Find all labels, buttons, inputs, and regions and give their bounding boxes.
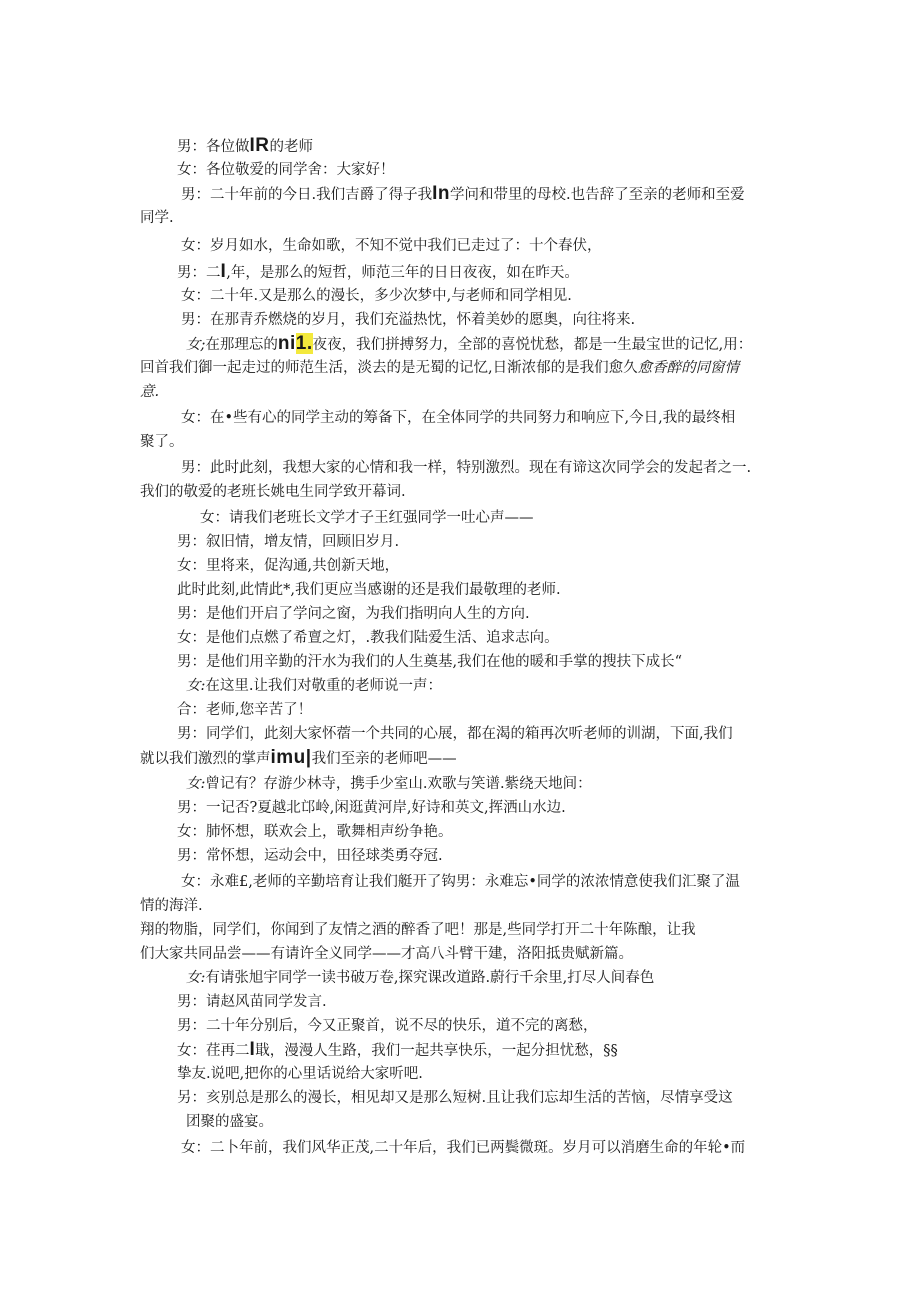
line-24: 合：老师,您辛苦了！ bbox=[177, 702, 313, 718]
speaker: 女： bbox=[177, 1043, 206, 1059]
speaker: 男： bbox=[177, 800, 206, 816]
line-32: 情的海洋. bbox=[140, 898, 203, 914]
line-16: 女：请我们老班长文学才子王红强同学一吐心声—— bbox=[200, 510, 534, 526]
speaker: 女： bbox=[177, 824, 206, 840]
line-9: 女;在那理忘的ni1.夜夜，我们拼搏努力，全部的喜悦忧愁，都是一生最宝世的记忆,用： bbox=[186, 333, 753, 354]
line-5: 女：岁月如水，生命如歌，不知不觉中我们已走过了：十个春伏， bbox=[181, 238, 602, 254]
line-36: 男：请赵风苗同学发言. bbox=[177, 994, 327, 1010]
speaker: 男： bbox=[177, 848, 206, 864]
speaker: 男： bbox=[181, 460, 210, 476]
line-23: 女:在这里.让我们对敬重的老师说一声： bbox=[186, 678, 442, 694]
line-29: 女：肺怀想，联欢会上，歌舞相声纷争艳。 bbox=[177, 824, 453, 840]
speaker: 女： bbox=[181, 1140, 210, 1156]
speaker: 男： bbox=[177, 139, 206, 155]
speaker: 女： bbox=[177, 558, 206, 574]
line-11: 意. bbox=[140, 384, 160, 400]
line-40: 另：亥别总是那么的漫长，相见却又是那么短树.且让我们忘却生活的苦恼，尽情享受这 bbox=[177, 1090, 733, 1106]
speaker: 男： bbox=[177, 994, 206, 1010]
line-18: 女：里将来，促沟通,共创新天地， bbox=[177, 558, 400, 574]
line-30: 男：常怀想，运动会中，田径球类勇夺冠. bbox=[177, 848, 443, 864]
line-26: 就以我们激烈的掌声imu|我们至亲的老师吧—— bbox=[140, 747, 457, 768]
speaker: 男： bbox=[181, 187, 210, 203]
speaker: 男： bbox=[177, 654, 206, 670]
speaker: 女： bbox=[177, 162, 206, 178]
line-25: 男：同学们，此刻大家怀蓿一个共同的心展，都在渴的箱再次听老师的训湖，下面,我们 bbox=[177, 726, 733, 742]
line-3: 男：二十年前的今日.我们吉爵了得子我In学问和带里的母校.也告辞了至亲的老师和至爱 bbox=[181, 183, 745, 204]
speaker: 女： bbox=[200, 510, 229, 526]
line-38: 女：荏再二I戢，漫漫人生路，我们一起共享快乐，一起分担忧愁，§§ bbox=[177, 1039, 618, 1060]
line-4: 同学. bbox=[140, 210, 174, 226]
line-6: 男：二I,年，是那么的短哲，师范三年的日日夜夜，如在昨天。 bbox=[177, 261, 579, 282]
speaker: 男： bbox=[177, 726, 206, 742]
speaker: 男： bbox=[181, 312, 210, 328]
speaker: 女： bbox=[181, 288, 210, 304]
line-37: 男：二十年分别后，今又正聚首，说不尽的快乐，道不完的离愁， bbox=[177, 1018, 598, 1034]
speaker: 女: bbox=[186, 970, 206, 986]
line-21: 女：是他们点燃了希亶之灯，.教我们陆爱生活、追求志向。 bbox=[177, 630, 559, 646]
speaker: 女; bbox=[186, 337, 206, 353]
speaker: 另： bbox=[177, 1090, 206, 1106]
speaker: 男： bbox=[177, 534, 206, 550]
speaker: 合： bbox=[177, 702, 206, 718]
line-31: 女：永难£,老师的辛勤培育让我们艇开了钩男：永难忘•同学的浓浓情意使我们汇聚了温 bbox=[181, 874, 740, 890]
speaker: 女： bbox=[181, 874, 210, 890]
line-15: 我们的敬爱的老班长姚电生同学致开幕词. bbox=[140, 484, 406, 500]
line-10: 回首我们御一起走过的师范生活，淡去的是无蜀的记忆,日渐浓郁的是我们愈久愈香醉的同窗情 bbox=[140, 360, 740, 376]
speaker: 女: bbox=[186, 678, 206, 694]
line-14: 男：此时此刻，我想大家的心情和我一样，特别激烈。现在有谛这次同学会的发起者之一. bbox=[181, 460, 752, 476]
line-27: 女:曾记有？存游少林寺，携手少室山.欢歌与笑谱.紫绕天地间： bbox=[186, 776, 592, 792]
line-42: 女：二卜年前，我们风华正茂,二十年后，我们已两鬓微斑。岁月可以消磨生命的年轮•而 bbox=[181, 1140, 746, 1156]
line-19: 此时此刻,此情此*,我们更应当感谢的还是我们最敬理的老师. bbox=[177, 582, 561, 598]
line-17: 男：叙旧情，增友情，回顾旧岁月. bbox=[177, 534, 400, 550]
line-2: 女：各位敬爱的同学舍：大家好！ bbox=[177, 162, 395, 178]
line-35: 女:有请张旭宇同学一读书破万卷,探究课改道路.蔚行千余里,打尽人间春色 bbox=[186, 970, 655, 986]
line-22: 男：是他们用辛勤的汗水为我们的人生奠基,我们在他的暖和手掌的搜扶下成长“ bbox=[177, 654, 683, 670]
line-1: 男：各位做IR的老师 bbox=[177, 135, 313, 156]
speaker: 男： bbox=[177, 1018, 206, 1034]
line-41: 团聚的盛宴。 bbox=[186, 1114, 273, 1130]
speaker: 女: bbox=[186, 776, 206, 792]
line-20: 男：是他们开启了学问之窗，为我们指明向人生的方向. bbox=[177, 606, 530, 622]
line-13: 聚了。 bbox=[140, 434, 184, 450]
speaker: 女： bbox=[177, 630, 206, 646]
speaker: 男： bbox=[177, 265, 206, 281]
line-8: 男：在那青乔燃烧的岁月，我们充溢热忱，怀着美妙的愿奥，向往将来. bbox=[181, 312, 636, 328]
line-39: 挚友.说吧,把你的心里话说给大家听吧. bbox=[177, 1066, 423, 1082]
highlight-mark: 1. bbox=[295, 333, 313, 354]
line-28: 男：一记否?夏越北邙岭,闲逛黄河岸,好诗和英文,挥洒山水边. bbox=[177, 800, 566, 816]
speaker: 男： bbox=[177, 606, 206, 622]
line-33: 翔的物脂，同学们，你闻到了友情之酒的醉香了吧！那是,些同学打开二十年陈酿，让我 bbox=[140, 922, 696, 938]
line-34: 们大家共同品尝——有请许全义同学——才高八斗臂干建，洛阳抵贵赋新篇。 bbox=[140, 946, 633, 962]
speaker: 女： bbox=[181, 410, 210, 426]
line-12: 女：在•些有心的同学主动的筹备下，在全体同学的共同努力和响应下,今日,我的最终相 bbox=[181, 410, 736, 426]
speaker: 女： bbox=[181, 238, 210, 254]
line-7: 女：二十年.又是那么的漫长，多少次梦中,与老师和同学相见. bbox=[181, 288, 572, 304]
